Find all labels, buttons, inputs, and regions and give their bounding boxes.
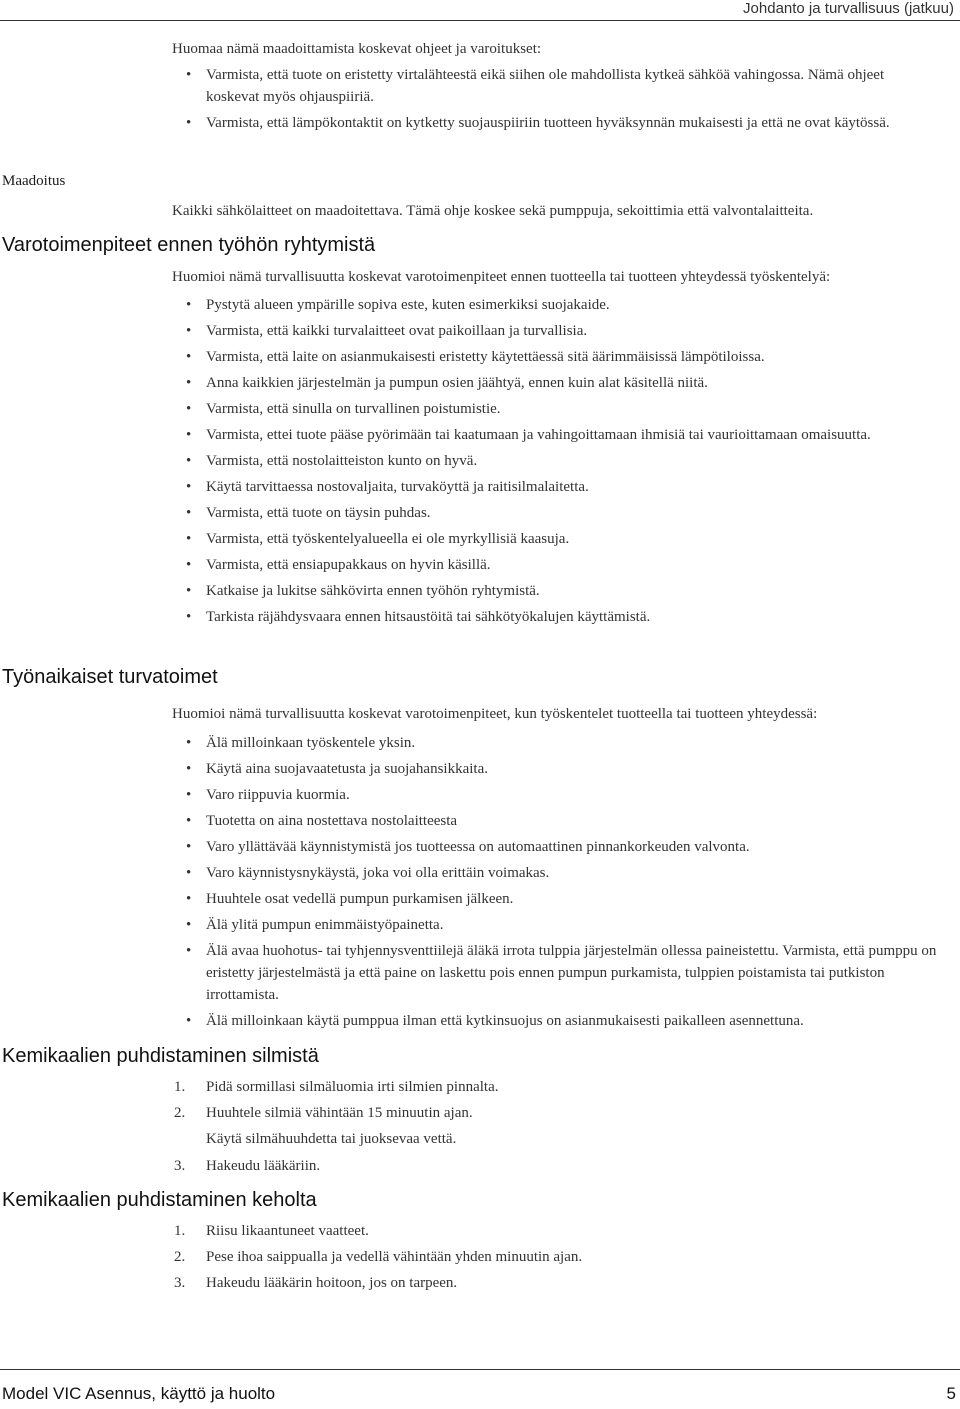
eyes-heading: Kemikaalien puhdistaminen silmistä [2, 1045, 319, 1067]
list-item-text: Varmista, että sinulla on turvallinen poistumistie. [206, 401, 501, 417]
eyes-steps-list [172, 1076, 940, 1128]
step-number: 3. [174, 1158, 186, 1174]
precautions-intro: Huomioi nämä turvallisuutta koskevat varotoimenpiteet ennen tuotteella tai tuotteen yhteydessä työskentelyä: [172, 269, 831, 285]
eyes-step-note: Käytä silmähuuhdetta tai juoksevaa vettä. [206, 1131, 457, 1147]
step-number: 2. [174, 1105, 186, 1121]
step-number: 1. [174, 1223, 186, 1239]
step-text: Riisu likaantuneet vaatteet. [206, 1223, 369, 1239]
list-item-text: Varmista, että lämpökontaktit on kytketty suojauspiiriin tuotteen hyväksynnän mukaisesti ja että ne ovat käytössä. [206, 115, 890, 131]
list-item-text: Käytä tarvittaessa nostovaljaita, turvaköyttä ja raitisilmalaitetta. [206, 479, 589, 495]
list-item [172, 1155, 940, 1177]
list-item [172, 836, 940, 858]
list-item-text: Älä avaa huohotus- tai tyhjennysventtiilejä äläkä irrota tulppia järjestelmän ollessa paineistettu. Varmista, että pumppu on eristetty järjestelmästä ja että paine on laskettu pois ennen pumpun purkamista, tulppien poistamista tai putkiston irrottamista. [206, 943, 937, 1003]
grounding-text: Kaikki sähkölaitteet on maadoitettava. Tämä ohje koskee sekä pumppuja, sekoittimia että valvontalaitteita. [172, 203, 814, 219]
bullet-icon: • [186, 917, 192, 933]
list-item-text: Varmista, että laite on asianmukaisesti eristetty käytettäessä sitä äärimmäisissä lämpötiloissa. [206, 349, 765, 365]
list-item [172, 862, 940, 884]
list-item [172, 1102, 940, 1124]
footer-divider [0, 1369, 960, 1370]
header-divider [0, 20, 960, 21]
grounding-intro: Huomaa nämä maadoittamista koskevat ohjeet ja varoitukset: [172, 41, 542, 57]
bullet-icon: • [186, 531, 192, 547]
running-header: Johdanto ja turvallisuus (jatkuu) [743, 0, 954, 17]
footer-manual-title: Model VIC Asennus, käyttö ja huolto [2, 1384, 276, 1403]
bullet-icon: • [186, 427, 192, 443]
step-text: Hakeudu lääkäriin. [206, 1158, 321, 1174]
bullet-icon: • [186, 787, 192, 803]
list-item [172, 294, 940, 316]
list-item-text: Varo käynnistysnykäystä, joka voi olla erittäin voimakas. [206, 865, 550, 881]
list-item [172, 606, 940, 628]
list-item [172, 450, 940, 472]
precautions-heading: Varotoimenpiteet ennen työhön ryhtymistä [2, 234, 376, 256]
list-item [172, 810, 940, 832]
list-item [172, 320, 940, 342]
list-item [172, 580, 940, 602]
list-item [172, 1010, 940, 1032]
step-text: Hakeudu lääkärin hoitoon, jos on tarpeen. [206, 1275, 458, 1291]
work-safety-intro: Huomioi nämä turvallisuutta koskevat varotoimenpiteet, kun työskentelet tuotteella tai tuotteen yhteydessä: [172, 706, 818, 722]
bullet-icon: • [186, 813, 192, 829]
list-item-text: Älä ylitä pumpun enimmäistyöpainetta. [206, 917, 444, 933]
list-item-text: Varmista, että tuote on täysin puhdas. [206, 505, 431, 521]
bullet-icon: • [186, 453, 192, 469]
bullet-icon: • [186, 297, 192, 313]
list-item-text: Varmista, että ensiapupakkaus on hyvin käsillä. [206, 557, 491, 573]
list-item-text: Katkaise ja lukitse sähkövirta ennen työhön ryhtymistä. [206, 583, 540, 599]
list-item [172, 424, 940, 446]
list-item-text: Älä milloinkaan käytä pumppua ilman että kytkinsuojus on asianmukaisesti paikalleen asennettuna. [206, 1013, 804, 1029]
bullet-icon: • [186, 943, 192, 959]
list-item [172, 732, 940, 754]
list-item [172, 346, 940, 368]
bullet-icon: • [186, 557, 192, 573]
bullet-icon: • [186, 583, 192, 599]
bullet-icon: • [186, 505, 192, 521]
bullet-icon: • [186, 865, 192, 881]
grounding-bullet-list [172, 64, 940, 138]
list-item [172, 888, 940, 910]
list-item-text: Tarkista räjähdysvaara ennen hitsaustöitä tai sähkötyökalujen käyttämistä. [206, 609, 651, 625]
bullet-icon: • [186, 891, 192, 907]
list-item [172, 940, 940, 1006]
bullet-icon: • [186, 609, 192, 625]
bullet-icon: • [186, 735, 192, 751]
bullet-icon: • [186, 761, 192, 777]
list-item-text: Käytä aina suojavaatetusta ja suojahansikkaita. [206, 761, 488, 777]
list-item [172, 554, 940, 576]
list-item-text: Varo yllättävää käynnistymistä jos tuotteessa on automaattinen pinnankorkeuden valvonta. [206, 839, 750, 855]
list-item [172, 502, 940, 524]
bullet-icon: • [186, 323, 192, 339]
list-item-text: Huuhtele osat vedellä pumpun purkamisen jälkeen. [206, 891, 514, 907]
grounding-side-label: Maadoitus [2, 173, 66, 189]
list-item [172, 1076, 940, 1098]
list-item [172, 398, 940, 420]
step-number: 3. [174, 1275, 186, 1291]
step-number: 2. [174, 1249, 186, 1265]
list-item-text: Varmista, että tuote on eristetty virtalähteestä eikä siihen ole mahdollista kytkeä sähköä vahingossa. Nämä ohjeet koskevat myös ohjauspiiriä. [206, 67, 885, 105]
list-item [172, 784, 940, 806]
list-item-text: Varmista, ettei tuote pääse pyörimään tai kaatumaan ja vahingoittamaan ihmisiä tai vaurioittamaan omaisuutta. [206, 427, 871, 443]
page-number: 5 [946, 1384, 956, 1403]
list-item-text: Varmista, että työskentelyalueella ei ole myrkyllisiä kaasuja. [206, 531, 570, 547]
list-item-text: Tuotetta on aina nostettava nostolaitteesta [206, 813, 458, 829]
work-safety-heading: Työnaikaiset turvatoimet [2, 666, 218, 688]
list-item-text: Varmista, että kaikki turvalaitteet ovat paikoillaan ja turvallisia. [206, 323, 588, 339]
bullet-icon: • [186, 839, 192, 855]
list-item-text: Pystytä alueen ympärille sopiva este, kuten esimerkiksi suojakaide. [206, 297, 610, 313]
list-item [172, 914, 940, 936]
list-item-text: Anna kaikkien järjestelmän ja pumpun osien jäähtyä, ennen kuin alat käsitellä niitä. [206, 375, 708, 391]
bullet-icon: • [186, 67, 192, 83]
list-item-text: Älä milloinkaan työskentele yksin. [206, 735, 416, 751]
bullet-icon: • [186, 375, 192, 391]
body-steps-list [172, 1220, 940, 1298]
list-item [172, 476, 940, 498]
precautions-bullet-list [172, 294, 940, 632]
list-item [172, 372, 940, 394]
list-item [172, 1272, 940, 1294]
list-item-text: Varmista, että nostolaitteiston kunto on hyvä. [206, 453, 478, 469]
work-safety-bullet-list [172, 732, 940, 1036]
list-item [172, 758, 940, 780]
body-heading: Kemikaalien puhdistaminen keholta [2, 1189, 317, 1211]
list-item [172, 64, 940, 108]
list-item [172, 528, 940, 550]
bullet-icon: • [186, 479, 192, 495]
list-item [172, 112, 940, 134]
bullet-icon: • [186, 115, 192, 131]
bullet-icon: • [186, 401, 192, 417]
list-item [172, 1220, 940, 1242]
step-text: Huuhtele silmiä vähintään 15 minuutin ajan. [206, 1105, 473, 1121]
list-item [172, 1246, 940, 1268]
bullet-icon: • [186, 349, 192, 365]
eyes-steps-list-cont [172, 1155, 940, 1181]
step-text: Pese ihoa saippualla ja vedellä vähintään yhden minuutin ajan. [206, 1249, 583, 1265]
step-number: 1. [174, 1079, 186, 1095]
step-text: Pidä sormillasi silmäluomia irti silmien pinnalta. [206, 1079, 499, 1095]
bullet-icon: • [186, 1013, 192, 1029]
list-item-text: Varo riippuvia kuormia. [206, 787, 350, 803]
